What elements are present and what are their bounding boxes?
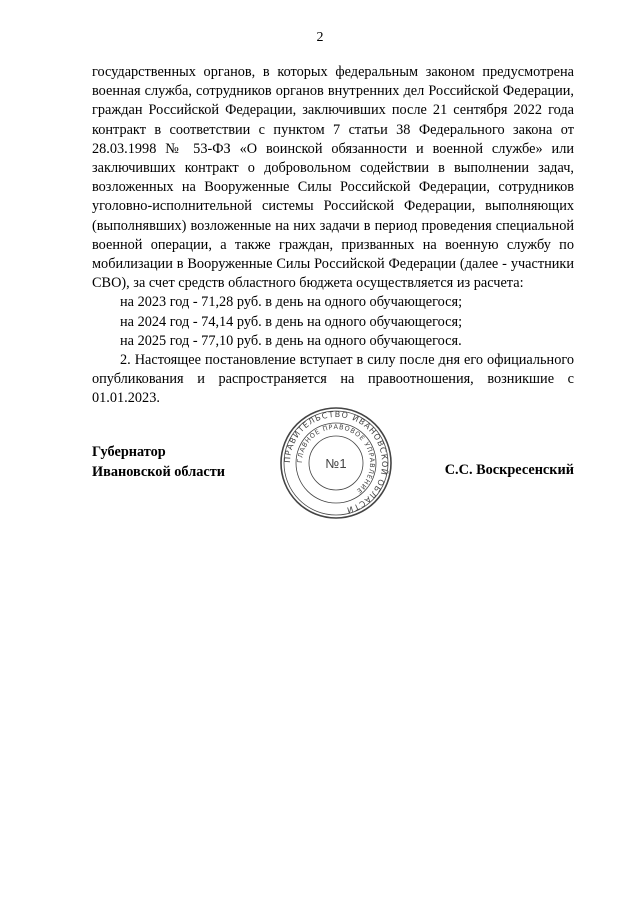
seal-outer-text: ПРАВИТЕЛЬСТВО ИВАНОВСКОЙ ОБЛАСТИ <box>282 409 390 515</box>
document-body <box>92 63 574 409</box>
signatory-name: С.С. Воскресенский <box>444 462 574 478</box>
signature-block <box>92 409 574 550</box>
paragraph-continuation: государственных органов, в которых федеральным законом предусмотрена военная служба, сотрудников органов внутренних дел Российской Федерации, граждан Российской Федерации, заключивших после 21 сентября 2022 года контракт в соответствии с пунктом 7 статьи 38 Федерального закона от 28.03.1998 № 53-ФЗ «О воинской обязанности и военной службе» или заключивших контракт о добровольном содействии в выполнении задач, возложенных на Вооруженные Силы Российской Федерации, сотрудников уголовно-исполнительной системы Российской Федерации, выполняющих (выполнявших) возложенные на них задачи в период проведения специальной военной операции, а также граждан, призванных на военную службу по мобилизации в Вооруженные Силы Российской Федерации (далее - участники СВО), за счет средств областного бюджета осуществляется из расчета: <box>92 64 574 292</box>
rate-2023: на 2023 год - 71,28 руб. в день на одного обучающегося; <box>120 294 463 311</box>
page-number: 2 <box>316 30 324 45</box>
seal-number: №1 <box>325 456 347 471</box>
signatory-title-line2: Ивановской области <box>92 463 225 480</box>
signatory-title <box>92 443 225 482</box>
official-seal <box>278 405 394 521</box>
seal-graphic <box>278 405 394 521</box>
rate-2024: на 2024 год - 74,14 руб. в день на одного обучающегося; <box>120 313 463 330</box>
signatory-title-line1: Губернатор <box>92 444 166 460</box>
rate-2025: на 2025 год - 77,10 руб. в день на одного обучающегося. <box>120 332 462 349</box>
seal-inner-text: ГЛАВНОЕ ПРАВОВОЕ УПРАВЛЕНИЕ <box>295 422 377 496</box>
clause-2: 2. Настоящее постановление вступает в силу после дня его официального опубликования и распространяется на правоотношения, возникшие с 01.01.2023. <box>92 352 574 407</box>
